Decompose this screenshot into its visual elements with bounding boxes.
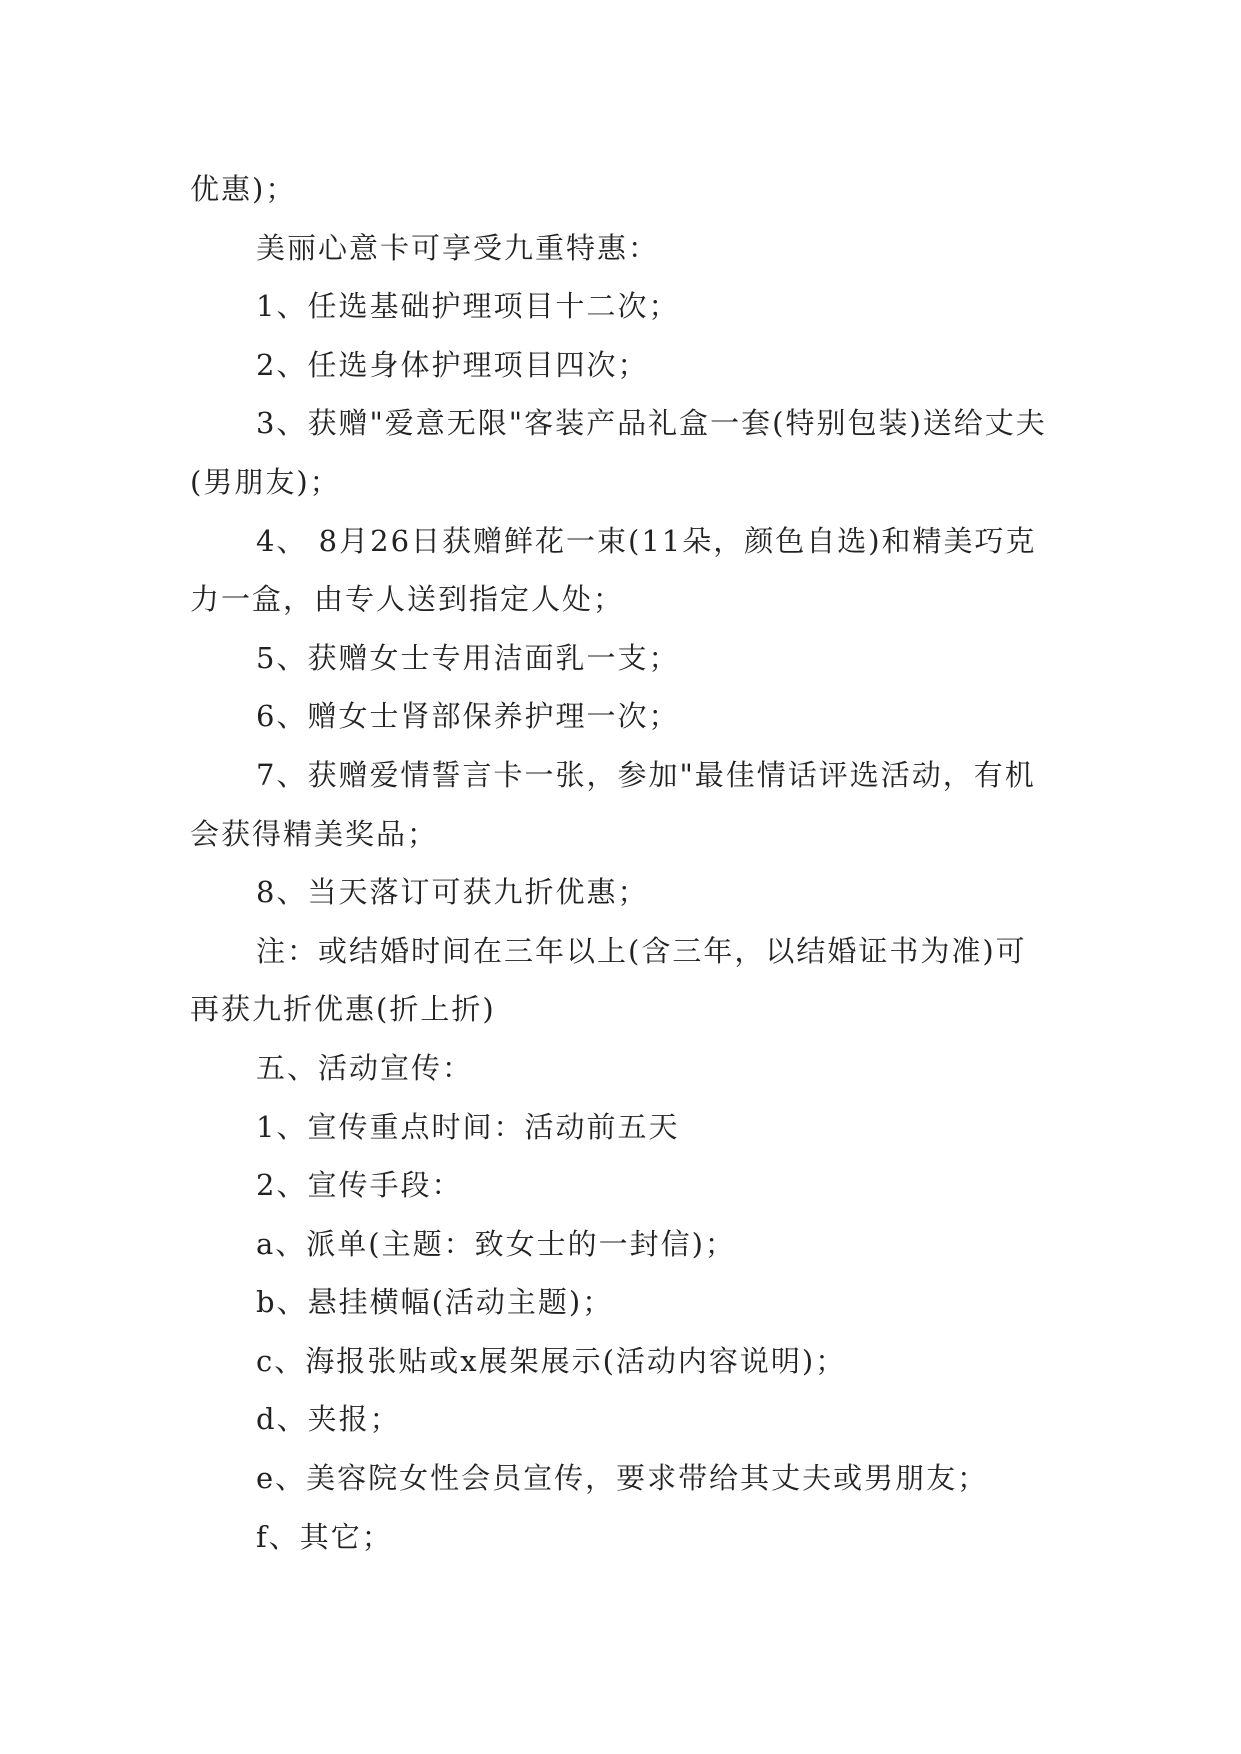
paragraph-benefit-2: 2、任选身体护理项目四次；	[256, 347, 649, 382]
paragraph-benefit-4: 4、 8月26日获赠鲜花一束(11朵，颜色自选)和精美巧克力一盒，由专人送到指定人处；	[190, 523, 1037, 617]
paragraph-means-d: d、夹报；	[256, 1402, 401, 1437]
document-body	[190, 160, 1050, 1566]
paragraph-benefit-6: 6、赠女士肾部保养护理一次；	[256, 699, 680, 734]
paragraph-promotion-means: 2、宣传手段：	[256, 1168, 463, 1203]
paragraph-benefit-5: 5、获赠女士专用洁面乳一支；	[256, 640, 680, 675]
paragraph-means-f: f、其它；	[256, 1519, 393, 1554]
paragraph-benefit-1: 1、任选基础护理项目十二次；	[256, 289, 680, 324]
paragraph-card-benefits-heading: 美丽心意卡可享受九重特惠：	[256, 230, 660, 265]
paragraph-means-a: a、派单(主题：致女士的一封信)；	[256, 1226, 736, 1261]
section-heading-promotion: 五、活动宣传：	[256, 1050, 474, 1085]
paragraph-means-b: b、悬挂横幅(活动主题)；	[256, 1285, 614, 1320]
paragraph-benefit-3: 3、获赠"爱意无限"客装产品礼盒一套(特别包装)送给丈夫(男朋友)；	[190, 406, 1047, 499]
paragraph-benefit-7: 7、获赠爱情誓言卡一张，参加"最佳情话评选活动，有机会获得精美奖品；	[190, 757, 1036, 851]
paragraph-means-e: e、美容院女性会员宣传，要求带给其丈夫或男朋友；	[256, 1461, 989, 1496]
paragraph-benefit-8: 8、当天落订可获九折优惠；	[256, 875, 649, 910]
paragraph-note: 注：或结婚时间在三年以上(含三年，以结婚证书为准)可再获九折优惠(折上折)	[190, 933, 1027, 1027]
paragraph-continuation: 优惠)；	[190, 172, 297, 206]
paragraph-means-c: c、海报张贴或x展架展示(活动内容说明)；	[256, 1343, 847, 1378]
paragraph-promotion-time: 1、宣传重点时间：活动前五天	[256, 1109, 680, 1144]
